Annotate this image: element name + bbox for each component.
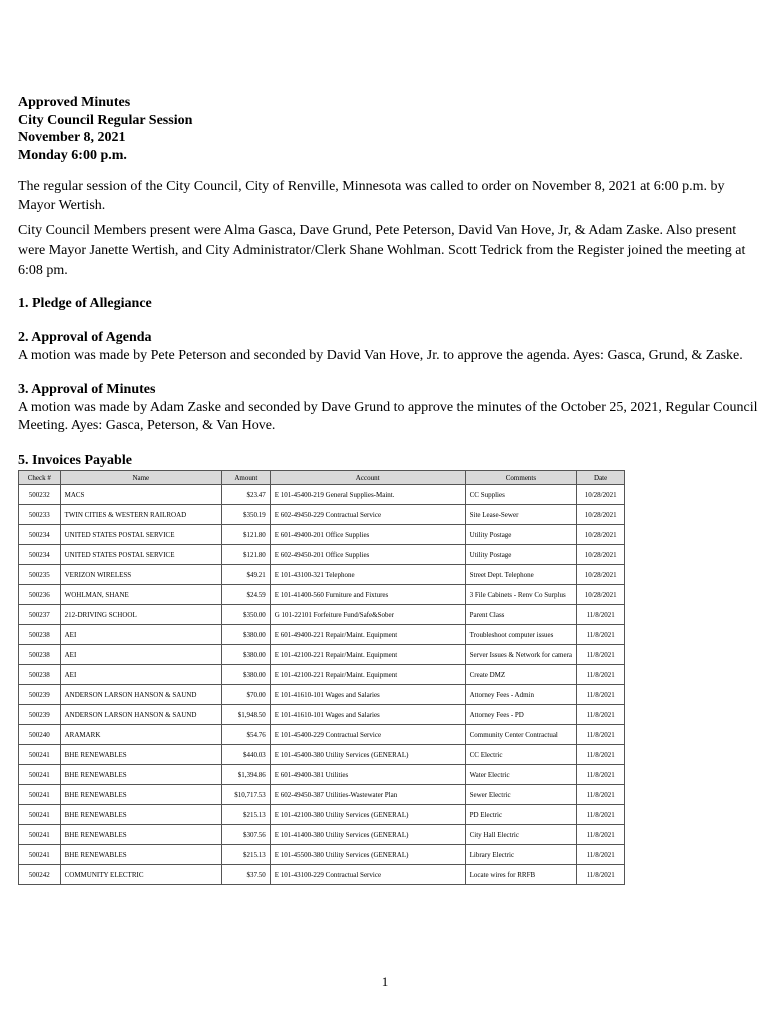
account-cell: E 101-45500-380 Utility Services (GENERAL)	[270, 845, 465, 865]
account-cell: E 101-45400-229 Contractual Service	[270, 725, 465, 745]
payee-name-cell: BHE RENEWABLES	[60, 785, 221, 805]
comments-cell: Utility Postage	[465, 545, 577, 565]
table-row	[19, 565, 625, 585]
meeting-date: November 8, 2021	[18, 130, 126, 145]
check-number-cell: 500232	[19, 485, 61, 505]
table-row	[19, 545, 625, 565]
account-cell: E 101-45400-380 Utility Services (GENERAL)	[270, 745, 465, 765]
check-number-cell: 500239	[19, 705, 61, 725]
comments-cell: Site Lease-Sewer	[465, 505, 577, 525]
comments-cell: City Hall Electric	[465, 825, 577, 845]
check-number-cell: 500234	[19, 525, 61, 545]
account-cell: E 602-49450-387 Utilities-Wastewater Plan	[270, 785, 465, 805]
payee-name-cell: UNITED STATES POSTAL SERVICE	[60, 545, 221, 565]
comments-cell: CC Supplies	[465, 485, 577, 505]
document-page	[18, 94, 758, 885]
check-number-cell: 500239	[19, 685, 61, 705]
date-cell: 11/8/2021	[577, 605, 625, 625]
payee-name-cell: ARAMARK	[60, 725, 221, 745]
account-cell: E 101-42100-221 Repair/Maint. Equipment	[270, 665, 465, 685]
amount-cell: $49.21	[222, 565, 271, 585]
check-number-cell: 500234	[19, 545, 61, 565]
account-cell: E 601-49400-381 Utilities	[270, 765, 465, 785]
amount-cell: $380.00	[222, 625, 271, 645]
date-cell: 11/8/2021	[577, 785, 625, 805]
check-number-cell: 500237	[19, 605, 61, 625]
account-cell: E 101-43100-321 Telephone	[270, 565, 465, 585]
account-cell: E 602-49450-229 Contractual Service	[270, 505, 465, 525]
account-cell: E 101-43100-229 Contractual Service	[270, 865, 465, 885]
check-number-cell: 500238	[19, 625, 61, 645]
table-row	[19, 845, 625, 865]
date-cell: 11/8/2021	[577, 845, 625, 865]
date-cell: 11/8/2021	[577, 705, 625, 725]
payee-name-cell: MACS	[60, 485, 221, 505]
amount-cell: $380.00	[222, 645, 271, 665]
amount-cell: $215.13	[222, 805, 271, 825]
check-number-cell: 500235	[19, 565, 61, 585]
account-cell: E 101-41400-560 Furniture and Fixtures	[270, 585, 465, 605]
check-number-cell: 500233	[19, 505, 61, 525]
account-cell: E 602-49450-201 Office Supplies	[270, 545, 465, 565]
check-number-cell: 500241	[19, 745, 61, 765]
account-cell: E 101-41610-101 Wages and Salaries	[270, 685, 465, 705]
amount-cell: $1,948.50	[222, 705, 271, 725]
check-number-cell: 500241	[19, 845, 61, 865]
comments-cell: CC Electric	[465, 745, 577, 765]
date-cell: 10/28/2021	[577, 485, 625, 505]
date-cell: 10/28/2021	[577, 585, 625, 605]
amount-cell: $10,717.53	[222, 785, 271, 805]
amount-cell: $70.00	[222, 685, 271, 705]
check-number-cell: 500238	[19, 665, 61, 685]
meeting-time: Monday 6:00 p.m.	[18, 147, 127, 163]
column-header-date: Date	[577, 471, 625, 485]
table-row	[19, 765, 625, 785]
invoices-heading: 5. Invoices Payable	[18, 453, 132, 468]
date-cell: 11/8/2021	[577, 765, 625, 785]
column-header-check: Check #	[19, 471, 61, 485]
table-row	[19, 505, 625, 525]
check-number-cell: 500241	[19, 785, 61, 805]
table-row	[19, 485, 625, 505]
payee-name-cell: ANDERSON LARSON HANSON & SAUND	[60, 685, 221, 705]
table-row	[19, 725, 625, 745]
amount-cell: $54.76	[222, 725, 271, 745]
payee-name-cell: BHE RENEWABLES	[60, 805, 221, 825]
date-cell: 11/8/2021	[577, 745, 625, 765]
amount-cell: $24.59	[222, 585, 271, 605]
date-cell: 10/28/2021	[577, 565, 625, 585]
amount-cell: $121.80	[222, 525, 271, 545]
payee-name-cell: ANDERSON LARSON HANSON & SAUND	[60, 705, 221, 725]
minutes-paragraph: A motion was made by Adam Zaske and seconded by Dave Grund to approve the minutes of the October 25, 2021, Regular Council Meeting. Ayes: Gasca, Peterson, & Van Hove.	[18, 400, 758, 433]
date-cell: 11/8/2021	[577, 825, 625, 845]
amount-cell: $215.13	[222, 845, 271, 865]
table-row	[19, 625, 625, 645]
account-cell: E 101-42100-221 Repair/Maint. Equipment	[270, 645, 465, 665]
comments-cell: PD Electric	[465, 805, 577, 825]
payee-name-cell: VERIZON WIRELESS	[60, 565, 221, 585]
date-cell: 10/28/2021	[577, 505, 625, 525]
comments-cell: Community Center Contractual	[465, 725, 577, 745]
minutes-heading: 3. Approval of Minutes	[18, 382, 156, 397]
date-cell: 11/8/2021	[577, 725, 625, 745]
account-cell: E 101-42100-380 Utility Services (GENERAL)	[270, 805, 465, 825]
check-number-cell: 500241	[19, 825, 61, 845]
members-paragraph: City Council Members present were Alma Gasca, Dave Grund, Pete Peterson, David Van Hove, Jr, & Adam Zaske. Also present were Mayor Janette Wertish, and City Administrator/Clerk Shane Wohlman. Scott Tedrick from the Register joined the meeting at 6:08 pm.	[18, 223, 746, 278]
column-header-account: Account	[270, 471, 465, 485]
payee-name-cell: TWIN CITIES & WESTERN RAILROAD	[60, 505, 221, 525]
comments-cell: Create DMZ	[465, 665, 577, 685]
payee-name-cell: BHE RENEWABLES	[60, 765, 221, 785]
date-cell: 10/28/2021	[577, 525, 625, 545]
comments-cell: 3 File Cabinets - Renv Co Surplus	[465, 585, 577, 605]
doc-status-title: Approved Minutes	[18, 95, 131, 110]
table-row	[19, 865, 625, 885]
payee-name-cell: BHE RENEWABLES	[60, 825, 221, 845]
payee-name-cell: BHE RENEWABLES	[60, 845, 221, 865]
account-cell: E 101-41400-380 Utility Services (GENERAL)	[270, 825, 465, 845]
amount-cell: $307.56	[222, 825, 271, 845]
session-title: City Council Regular Session	[18, 112, 193, 128]
column-header-comments: Comments	[465, 471, 577, 485]
date-cell: 11/8/2021	[577, 865, 625, 885]
date-cell: 11/8/2021	[577, 645, 625, 665]
account-cell: E 601-49400-201 Office Supplies	[270, 525, 465, 545]
comments-cell: Sewer Electric	[465, 785, 577, 805]
table-row	[19, 745, 625, 765]
pledge-heading: 1. Pledge of Allegiance	[18, 296, 152, 311]
invoices-table	[18, 470, 625, 885]
amount-cell: $350.00	[222, 605, 271, 625]
column-header-amount: Amount	[222, 471, 271, 485]
amount-cell: $37.50	[222, 865, 271, 885]
payee-name-cell: WOHLMAN, SHANE	[60, 585, 221, 605]
table-row	[19, 685, 625, 705]
date-cell: 10/28/2021	[577, 545, 625, 565]
comments-cell: Attorney Fees - Admin	[465, 685, 577, 705]
date-cell: 11/8/2021	[577, 805, 625, 825]
comments-cell: Server Issues & Network for camera	[465, 645, 577, 665]
table-row	[19, 525, 625, 545]
amount-cell: $440.03	[222, 745, 271, 765]
comments-cell: Parent Class	[465, 605, 577, 625]
comments-cell: Utility Postage	[465, 525, 577, 545]
amount-cell: $350.19	[222, 505, 271, 525]
comments-cell: Water Electric	[465, 765, 577, 785]
table-row	[19, 805, 625, 825]
payee-name-cell: UNITED STATES POSTAL SERVICE	[60, 525, 221, 545]
comments-cell: Attorney Fees - PD	[465, 705, 577, 725]
intro-paragraph: The regular session of the City Council, City of Renville, Minnesota was called to order on November 8, 2021 at 6:00 p.m. by Mayor Wertish.	[18, 179, 725, 213]
invoice-rows	[19, 485, 625, 885]
account-cell: G 101-22101 Forfeiture Fund/Safe&Sober	[270, 605, 465, 625]
comments-cell: Troubleshoot computer issues	[465, 625, 577, 645]
table-header-row	[19, 471, 625, 485]
comments-cell: Locate wires for RRFB	[465, 865, 577, 885]
table-row	[19, 605, 625, 625]
table-row	[19, 585, 625, 605]
agenda-paragraph: A motion was made by Pete Peterson and seconded by David Van Hove, Jr. to approve the agenda. Ayes: Gasca, Grund, & Zaske.	[18, 348, 743, 363]
check-number-cell: 500240	[19, 725, 61, 745]
amount-cell: $23.47	[222, 485, 271, 505]
date-cell: 11/8/2021	[577, 625, 625, 645]
amount-cell: $380.00	[222, 665, 271, 685]
payee-name-cell: 212-DRIVING SCHOOL	[60, 605, 221, 625]
account-cell: E 101-45400-219 General Supplies-Maint.	[270, 485, 465, 505]
table-row	[19, 645, 625, 665]
check-number-cell: 500236	[19, 585, 61, 605]
agenda-heading: 2. Approval of Agenda	[18, 330, 152, 345]
payee-name-cell: BHE RENEWABLES	[60, 745, 221, 765]
check-number-cell: 500241	[19, 765, 61, 785]
column-header-name: Name	[60, 471, 221, 485]
table-row	[19, 785, 625, 805]
payee-name-cell: AEI	[60, 625, 221, 645]
page-number: 1	[381, 974, 389, 989]
amount-cell: $121.80	[222, 545, 271, 565]
account-cell: E 601-49400-221 Repair/Maint. Equipment	[270, 625, 465, 645]
check-number-cell: 500238	[19, 645, 61, 665]
payee-name-cell: COMMUNITY ELECTRIC	[60, 865, 221, 885]
comments-cell: Library Electric	[465, 845, 577, 865]
date-cell: 11/8/2021	[577, 665, 625, 685]
check-number-cell: 500242	[19, 865, 61, 885]
table-row	[19, 665, 625, 685]
table-row	[19, 825, 625, 845]
check-number-cell: 500241	[19, 805, 61, 825]
date-cell: 11/8/2021	[577, 685, 625, 705]
table-row	[19, 705, 625, 725]
account-cell: E 101-41610-101 Wages and Salaries	[270, 705, 465, 725]
payee-name-cell: AEI	[60, 665, 221, 685]
comments-cell: Street Dept. Telephone	[465, 565, 577, 585]
amount-cell: $1,394.86	[222, 765, 271, 785]
payee-name-cell: AEI	[60, 645, 221, 665]
